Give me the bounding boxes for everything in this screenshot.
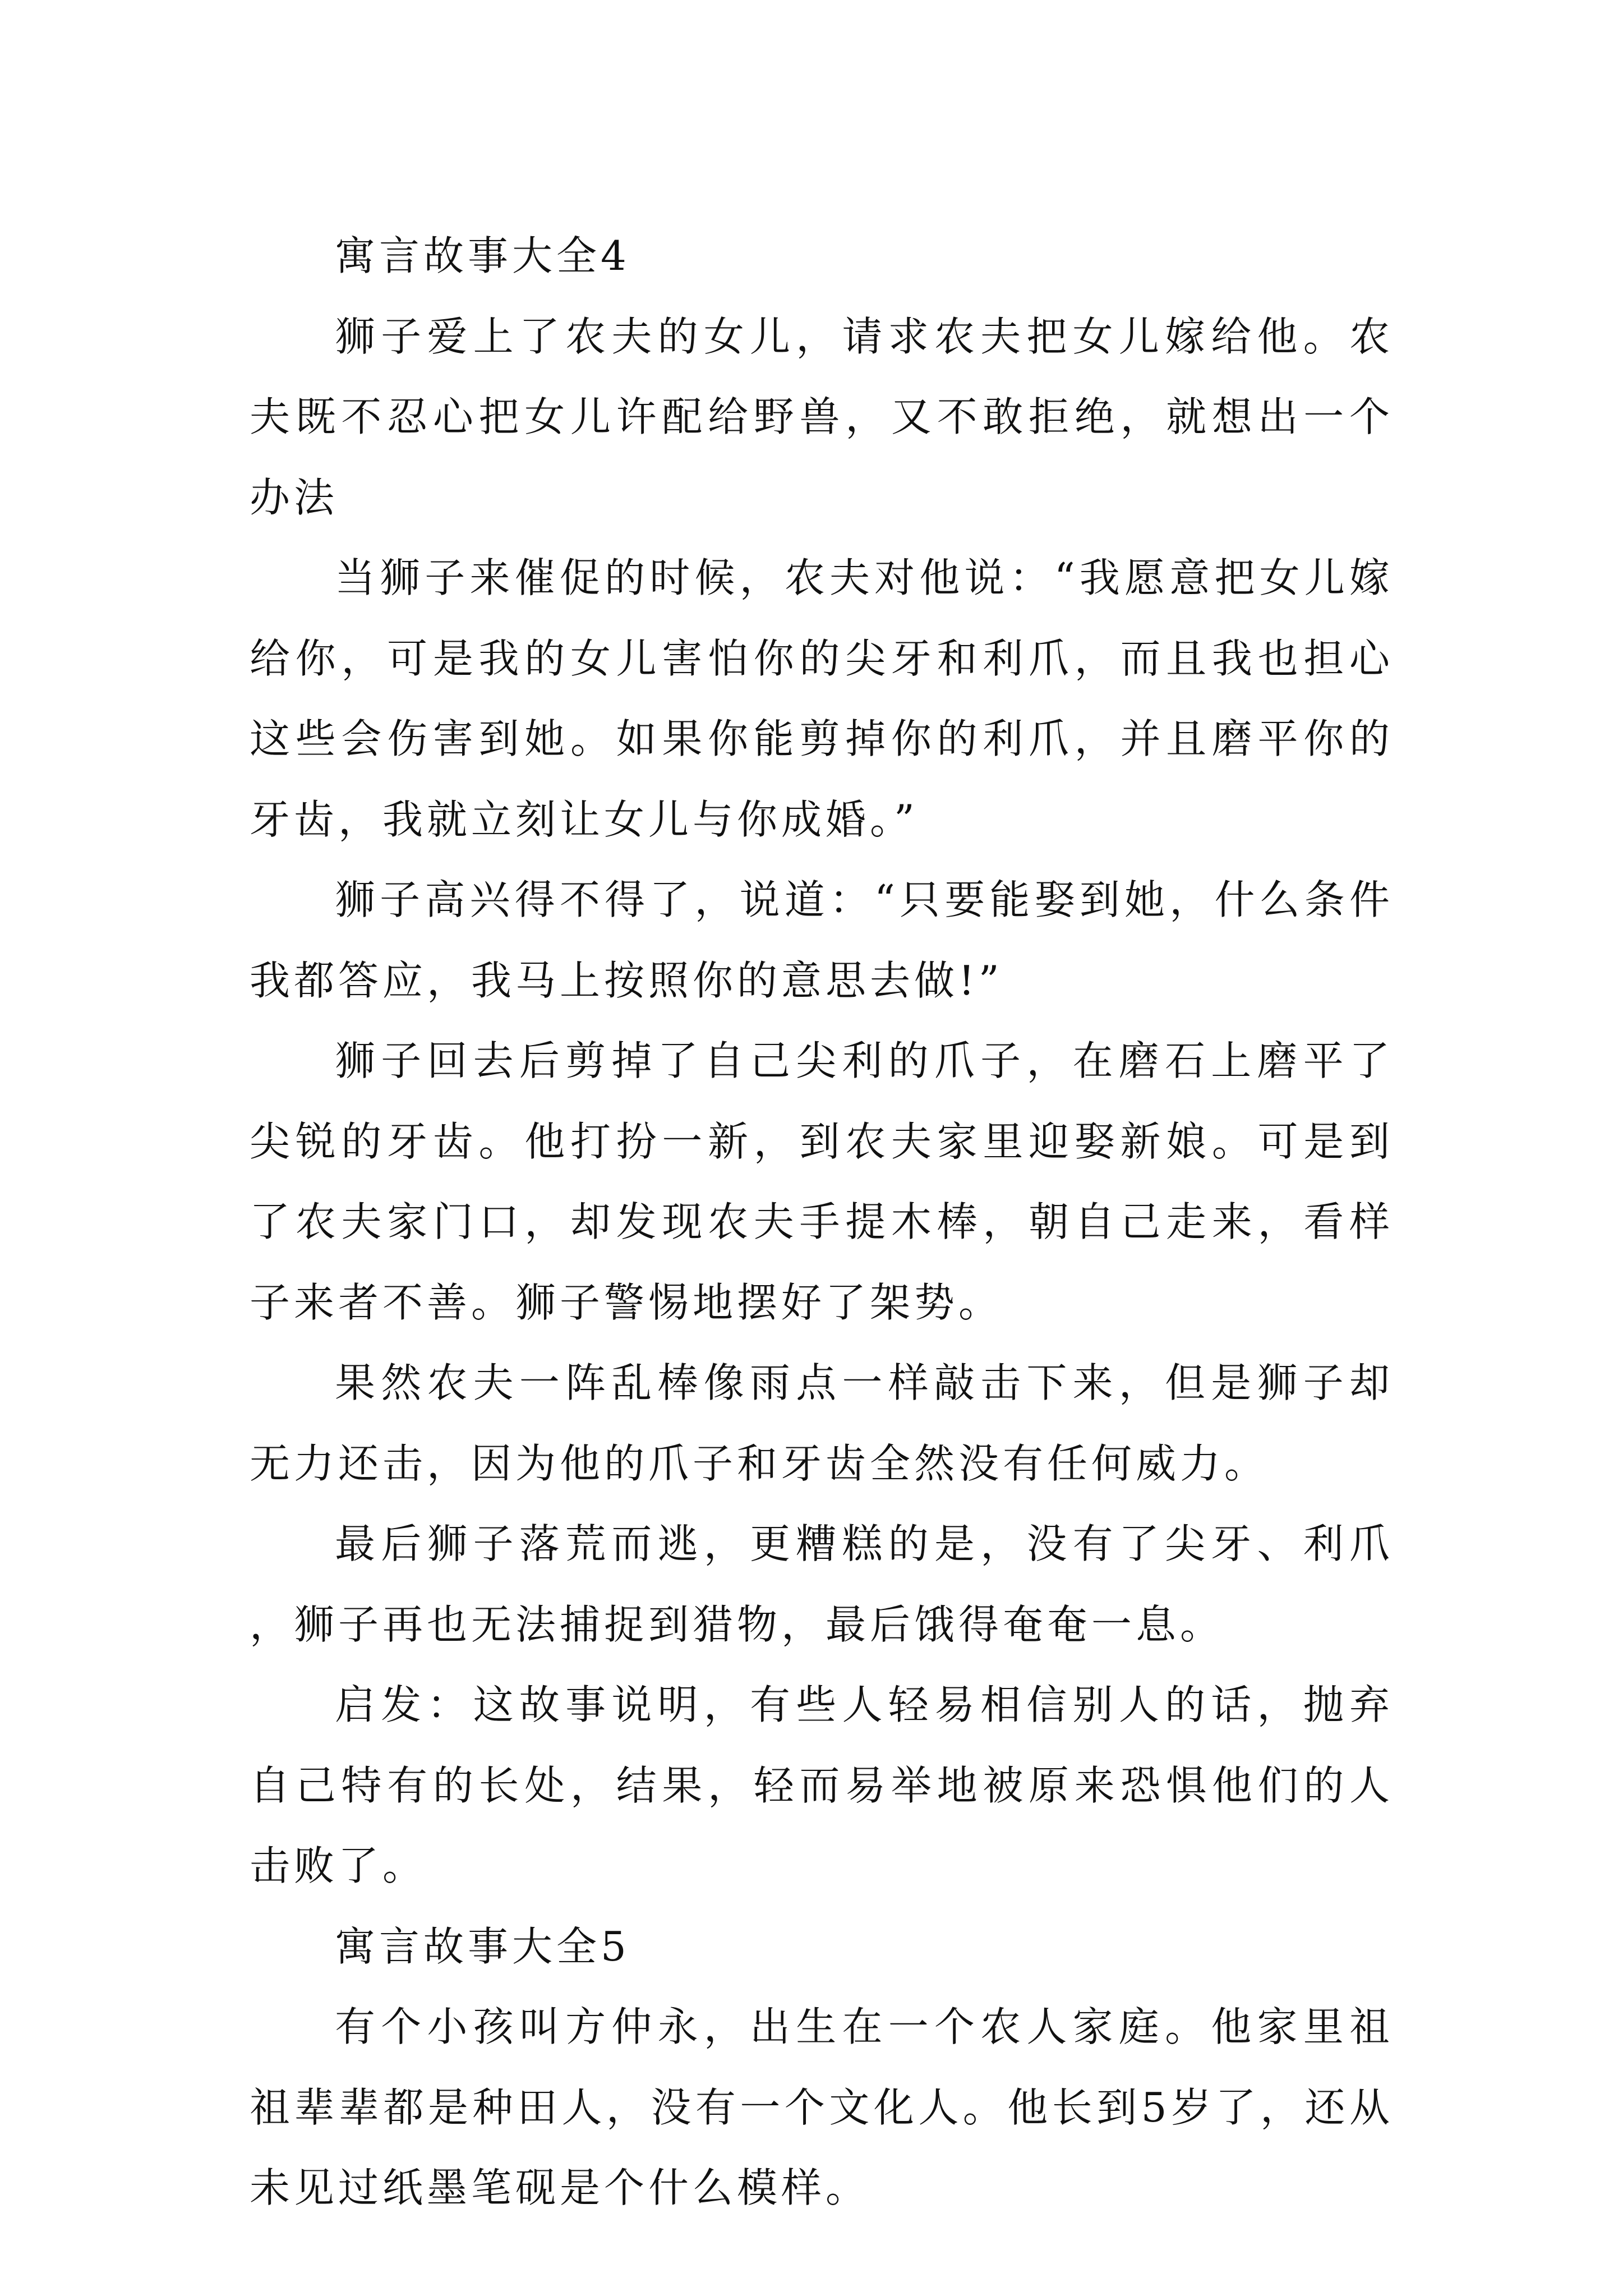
- paragraph: 狮子回去后剪掉了自己尖利的爪子，在磨石上磨平了尖锐的牙齿。他打扮一新，到农夫家里迎娶新娘。可是到了农夫家门口，却发现农夫手提木棒，朝自己走来，看样子来者不善。狮子警惕地摆好了架势。: [250, 1037, 1394, 1326]
- section-title: 寓言故事大全5: [335, 1922, 630, 1970]
- paragraph: 最后狮子落荒而逃，更糟糕的是，没有了尖牙、利爪，狮子再也无法捕捉到猎物，最后饿得奄奄一息。: [250, 1520, 1394, 1648]
- paragraph: 狮子爱上了农夫的女儿，请求农夫把女儿嫁给他。农夫既不忍心把女儿许配给野兽，又不敢拒绝，就想出一个办法: [250, 312, 1394, 521]
- document-body: [250, 216, 1394, 2229]
- paragraph: 启发：这故事说明，有些人轻易相信别人的话，抛弃自己特有的长处，结果，轻而易举地被原来恐惧他们的人击败了。: [250, 1681, 1394, 1889]
- paragraph: 果然农夫一阵乱棒像雨点一样敲击下来，但是狮子却无力还击，因为他的爪子和牙齿全然没有任何威力。: [250, 1359, 1394, 1487]
- paragraph: 有个小孩叫方仲永，出生在一个农人家庭。他家里祖祖辈辈都是种田人，没有一个文化人。他长到5岁了，还从未见过纸墨笔砚是个什么模样。: [250, 2003, 1394, 2211]
- section-title: 寓言故事大全4: [335, 232, 630, 279]
- paragraph: 当狮子来催促的时候，农夫对他说：“我愿意把女儿嫁给你，可是我的女儿害怕你的尖牙和利爪，而且我也担心这些会伤害到她。如果你能剪掉你的利爪，并且磨平你的牙齿，我就立刻让女儿与你成婚。”: [250, 554, 1394, 843]
- paragraph: 狮子高兴得不得了，说道：“只要能娶到她，什么条件我都答应，我马上按照你的意思去做!”: [250, 876, 1394, 1004]
